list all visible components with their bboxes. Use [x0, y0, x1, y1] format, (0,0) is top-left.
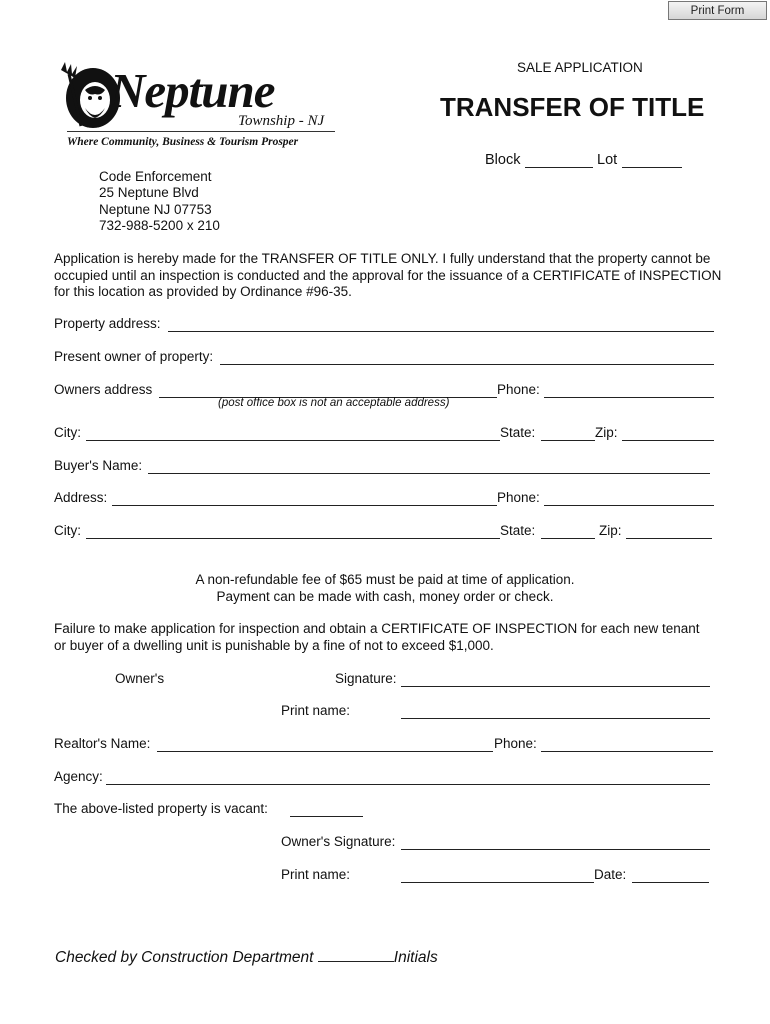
buyer-city-label: City:	[54, 523, 81, 538]
buyer-state-label: State:	[500, 523, 536, 538]
owners-phone-label: Phone:	[497, 382, 540, 397]
warning-paragraph: Failure to make application for inspection and obtain a CERTIFICATE OF INSPECTION for each new tenant or buyer of a dwelling unit is punishable by a fine of not to exceed $1,000.	[54, 621, 700, 653]
date-field[interactable]	[632, 882, 709, 883]
intro-paragraph: Application is hereby made for the TRANSFER OF TITLE ONLY. I fully understand that the property cannot be occupied until an inspection is conducted and the approval for the issuance of a CERTIFICATE of INSPECTION for this location as provided by Ordinance #96-35.	[54, 251, 722, 299]
vacant-field[interactable]	[290, 816, 363, 817]
address-line-3: Neptune NJ 07753	[99, 202, 212, 217]
po-box-note: (post office box is not an acceptable address)	[218, 397, 450, 409]
owners-phone-field[interactable]	[544, 397, 714, 398]
fee-line-2: Payment can be made with cash, money order or check.	[216, 589, 554, 604]
buyer-address-field[interactable]	[112, 505, 497, 506]
logo-divider	[67, 131, 335, 132]
buyer-zip-field[interactable]	[626, 538, 712, 539]
realtor-phone-field[interactable]	[541, 751, 713, 752]
address-line-1: Code Enforcement	[99, 169, 212, 184]
vacant-print-name-field[interactable]	[401, 882, 594, 883]
realtor-phone-label: Phone:	[494, 736, 537, 751]
buyers-name-label: Buyer's Name:	[54, 458, 143, 473]
print-name-label-2: Print name:	[281, 867, 351, 882]
buyer-phone-label: Phone:	[497, 490, 540, 505]
logo-wordmark: Neptune	[110, 63, 275, 118]
fee-line-1: A non-refundable fee of $65 must be paid at time of application.	[195, 572, 575, 587]
owners-signature-label: Owner's Signature:	[281, 834, 396, 849]
address-line-4: 732-988-5200 x 210	[99, 218, 220, 233]
block-label: Block	[485, 152, 521, 168]
buyer-city-field[interactable]	[86, 538, 500, 539]
owner-city-field[interactable]	[86, 440, 500, 441]
logo-tagline: Where Community, Business & Tourism Prosper	[67, 136, 299, 148]
lot-field[interactable]	[622, 167, 682, 168]
agency-label: Agency:	[54, 769, 103, 784]
form-title: TRANSFER OF TITLE	[440, 92, 705, 122]
initials-field[interactable]	[318, 961, 394, 962]
buyer-state-field[interactable]	[541, 538, 595, 539]
checked-by-line	[55, 949, 438, 967]
owner-zip-field[interactable]	[622, 440, 714, 441]
agency-field[interactable]	[106, 784, 710, 785]
property-address-label: Property address:	[54, 316, 161, 331]
owners-address-label: Owners address	[54, 382, 153, 397]
print-form-button[interactable]: Print Form	[668, 1, 767, 20]
owner-state-label: State:	[500, 425, 536, 440]
buyer-zip-label: Zip:	[599, 523, 622, 538]
buyer-phone-field[interactable]	[544, 505, 714, 506]
vacant-owner-signature-field[interactable]	[401, 849, 710, 850]
owner-state-field[interactable]	[541, 440, 595, 441]
logo-subtitle: Township - NJ	[238, 113, 325, 129]
form-subtitle: SALE APPLICATION	[517, 60, 643, 75]
address-line-2: 25 Neptune Blvd	[99, 185, 199, 200]
property-address-field[interactable]	[168, 331, 714, 332]
realtors-name-field[interactable]	[157, 751, 493, 752]
vacant-label: The above-listed property is vacant:	[54, 801, 268, 816]
realtors-name-label: Realtor's Name:	[54, 736, 151, 751]
date-label: Date:	[594, 867, 627, 882]
buyers-name-field[interactable]	[148, 473, 710, 474]
print-name-label: Print name:	[281, 703, 351, 718]
owner-zip-label: Zip:	[595, 425, 618, 440]
lot-label: Lot	[597, 152, 618, 168]
owner-print-name-field[interactable]	[401, 718, 710, 719]
present-owner-label: Present owner of property:	[54, 349, 214, 364]
owner-signature-field[interactable]	[401, 686, 710, 687]
owners-label: Owner's	[115, 671, 165, 686]
buyer-address-label: Address:	[54, 490, 108, 505]
present-owner-field[interactable]	[220, 364, 714, 365]
signature-label: Signature:	[335, 671, 397, 686]
checked-by-label: Checked by Construction Department	[55, 949, 314, 966]
owner-city-label: City:	[54, 425, 81, 440]
block-field[interactable]	[525, 167, 593, 168]
initials-label: Initials	[393, 949, 438, 966]
